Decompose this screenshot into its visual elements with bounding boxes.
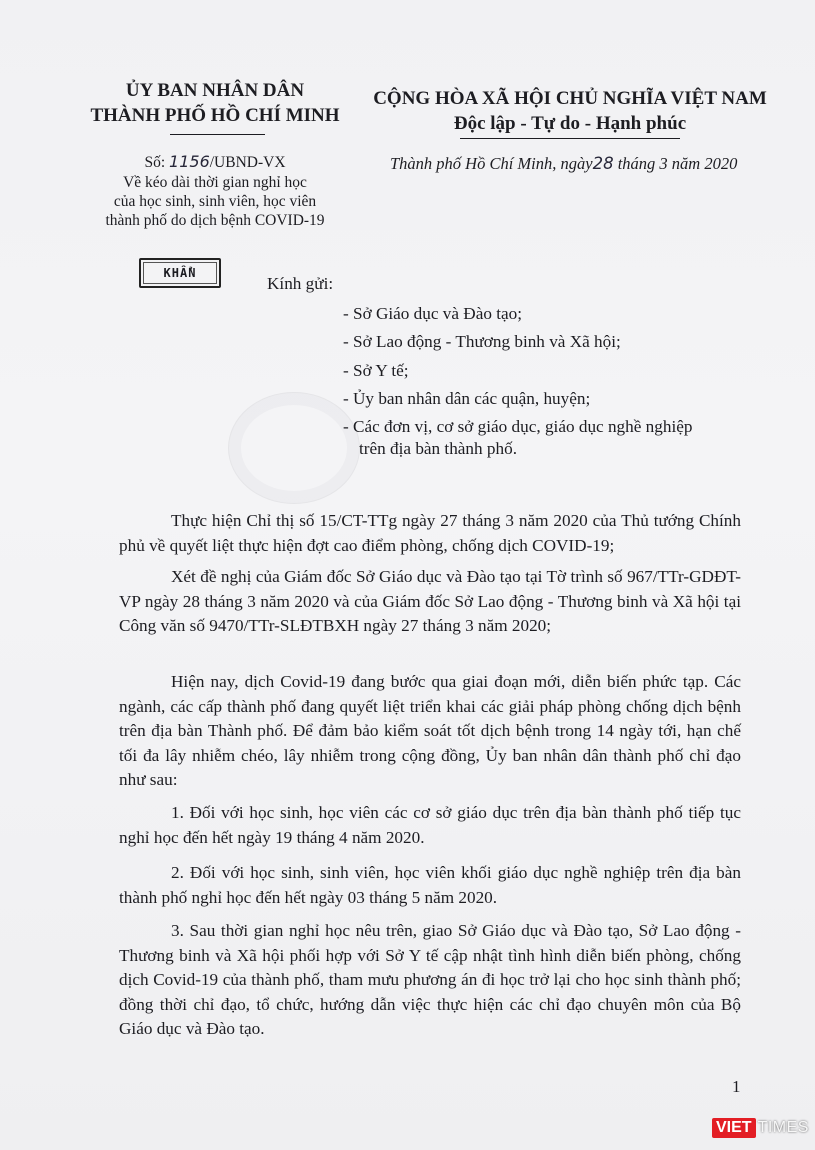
urgent-stamp: KHẨN [139,258,221,288]
recipient-item: - Ủy ban nhân dân các quận, huyện; [343,388,591,408]
issuer-line-1: ỦY BAN NHÂN DÂN [125,80,305,101]
viettimes-watermark-logo [712,1116,809,1140]
paragraph-1: Thực hiện Chỉ thị số 15/CT-TTg ngày 27 tháng 3 năm 2020 của Thủ tướng Chính phủ về quyết liệt thực hiện đợt cao điểm phòng, chống dịch COVID-19; [119,511,741,555]
document-number [75,152,355,172]
recipient-item: - Sở Lao động - Thương binh và Xã hội; [343,332,621,352]
subject-line-3: thành phố do dịch bệnh COVID-19 [105,212,325,229]
nation-header [370,86,770,136]
recipient-list [343,300,763,461]
faded-seal [228,392,360,504]
nation-line-2: Độc lập - Tự do - Hạnh phúc [453,113,687,134]
number-handwritten: 1156 [169,152,210,171]
nation-line-1: CỘNG HÒA XÃ HỘI CHỦ NGHĨA VIỆT NAM [373,88,767,109]
page-number: 1 [732,1077,741,1096]
date-day-handwritten: 28 [592,154,614,173]
recipient-item: trên địa bàn thành phố. [359,439,517,459]
issue-date [390,154,770,174]
document-subject [75,173,355,230]
kinh-gui-label: Kính gửi: [267,274,334,293]
nation-underline [460,138,680,139]
issuer-header [75,78,355,128]
paragraph-5: 2. Đối với học sinh, sinh viên, học viên khối giáo dục nghề nghiệp trên địa bàn thành phố nghỉ học đến hết ngày 03 tháng 5 năm 2020. [119,863,741,907]
recipient-item: - Sở Y tế; [343,360,409,380]
issuer-underline [170,134,265,135]
paragraph-2: Xét đề nghị của Giám đốc Sở Giáo dục và Đào tạo tại Tờ trình số 967/TTr-GDĐT-VP ngày 28 tháng 3 năm 2020 và của Giám đốc Sở Lao động - Thương binh và Xã hội tại Công văn số 9470/TTr-SLĐTBXH ngày 27 tháng 3 năm 2020; [119,567,741,635]
paragraph-4: 1. Đối với học sinh, học viên các cơ sở giáo dục trên địa bàn thành phố tiếp tục nghỉ học đến hết ngày 19 tháng 4 năm 2020. [119,803,741,847]
recipient-item: - Các đơn vị, cơ sở giáo dục, giáo dục nghề nghiệp [343,417,693,437]
number-prefix: Số: [144,154,170,171]
issuer-line-2: THÀNH PHỐ HỒ CHÍ MINH [90,105,340,126]
recipient-item: - Sở Giáo dục và Đào tạo; [343,304,523,323]
watermark-brand-b: TIMES [757,1119,809,1136]
paragraph-6: 3. Sau thời gian nghỉ học nêu trên, giao Sở Giáo dục và Đào tạo, Sở Lao động - Thương binh và Xã hội phối hợp với Sở Y tế cập nhật tình hình diễn biến phòng, chống dịch Covid-19 của thành phố, tham mưu phương án đi học trở lại cho học sinh thành phố; đồng thời chỉ đạo, tổ chức, hướng dẫn việc thực hiện các chỉ đạo chuyên môn của Bộ Giáo dục và Đào tạo. [119,921,741,1038]
date-prefix: Thành phố Hồ Chí Minh, ngày [390,154,593,173]
subject-line-1: Về kéo dài thời gian nghỉ học [123,174,307,191]
number-suffix: /UBND-VX [209,154,286,171]
date-suffix: tháng 3 năm 2020 [613,154,738,173]
subject-line-2: của học sinh, sinh viên, học viên [113,193,317,210]
paragraph-3: Hiện nay, dịch Covid-19 đang bước qua giai đoạn mới, diễn biến phức tạp. Các ngành, các cấp thành phố đang quyết liệt triển khai các giải pháp phòng chống dịch bệnh trên địa bàn Thành phố. Để đảm bảo kiểm soát tốt dịch bệnh trong 14 ngày tới, hạn chế tối đa lây nhiễm chéo, lây nhiễm trong cộng đồng, Ủy ban nhân dân thành phố chỉ đạo như sau: [119,672,741,789]
watermark-brand-a: VIET [712,1118,756,1138]
